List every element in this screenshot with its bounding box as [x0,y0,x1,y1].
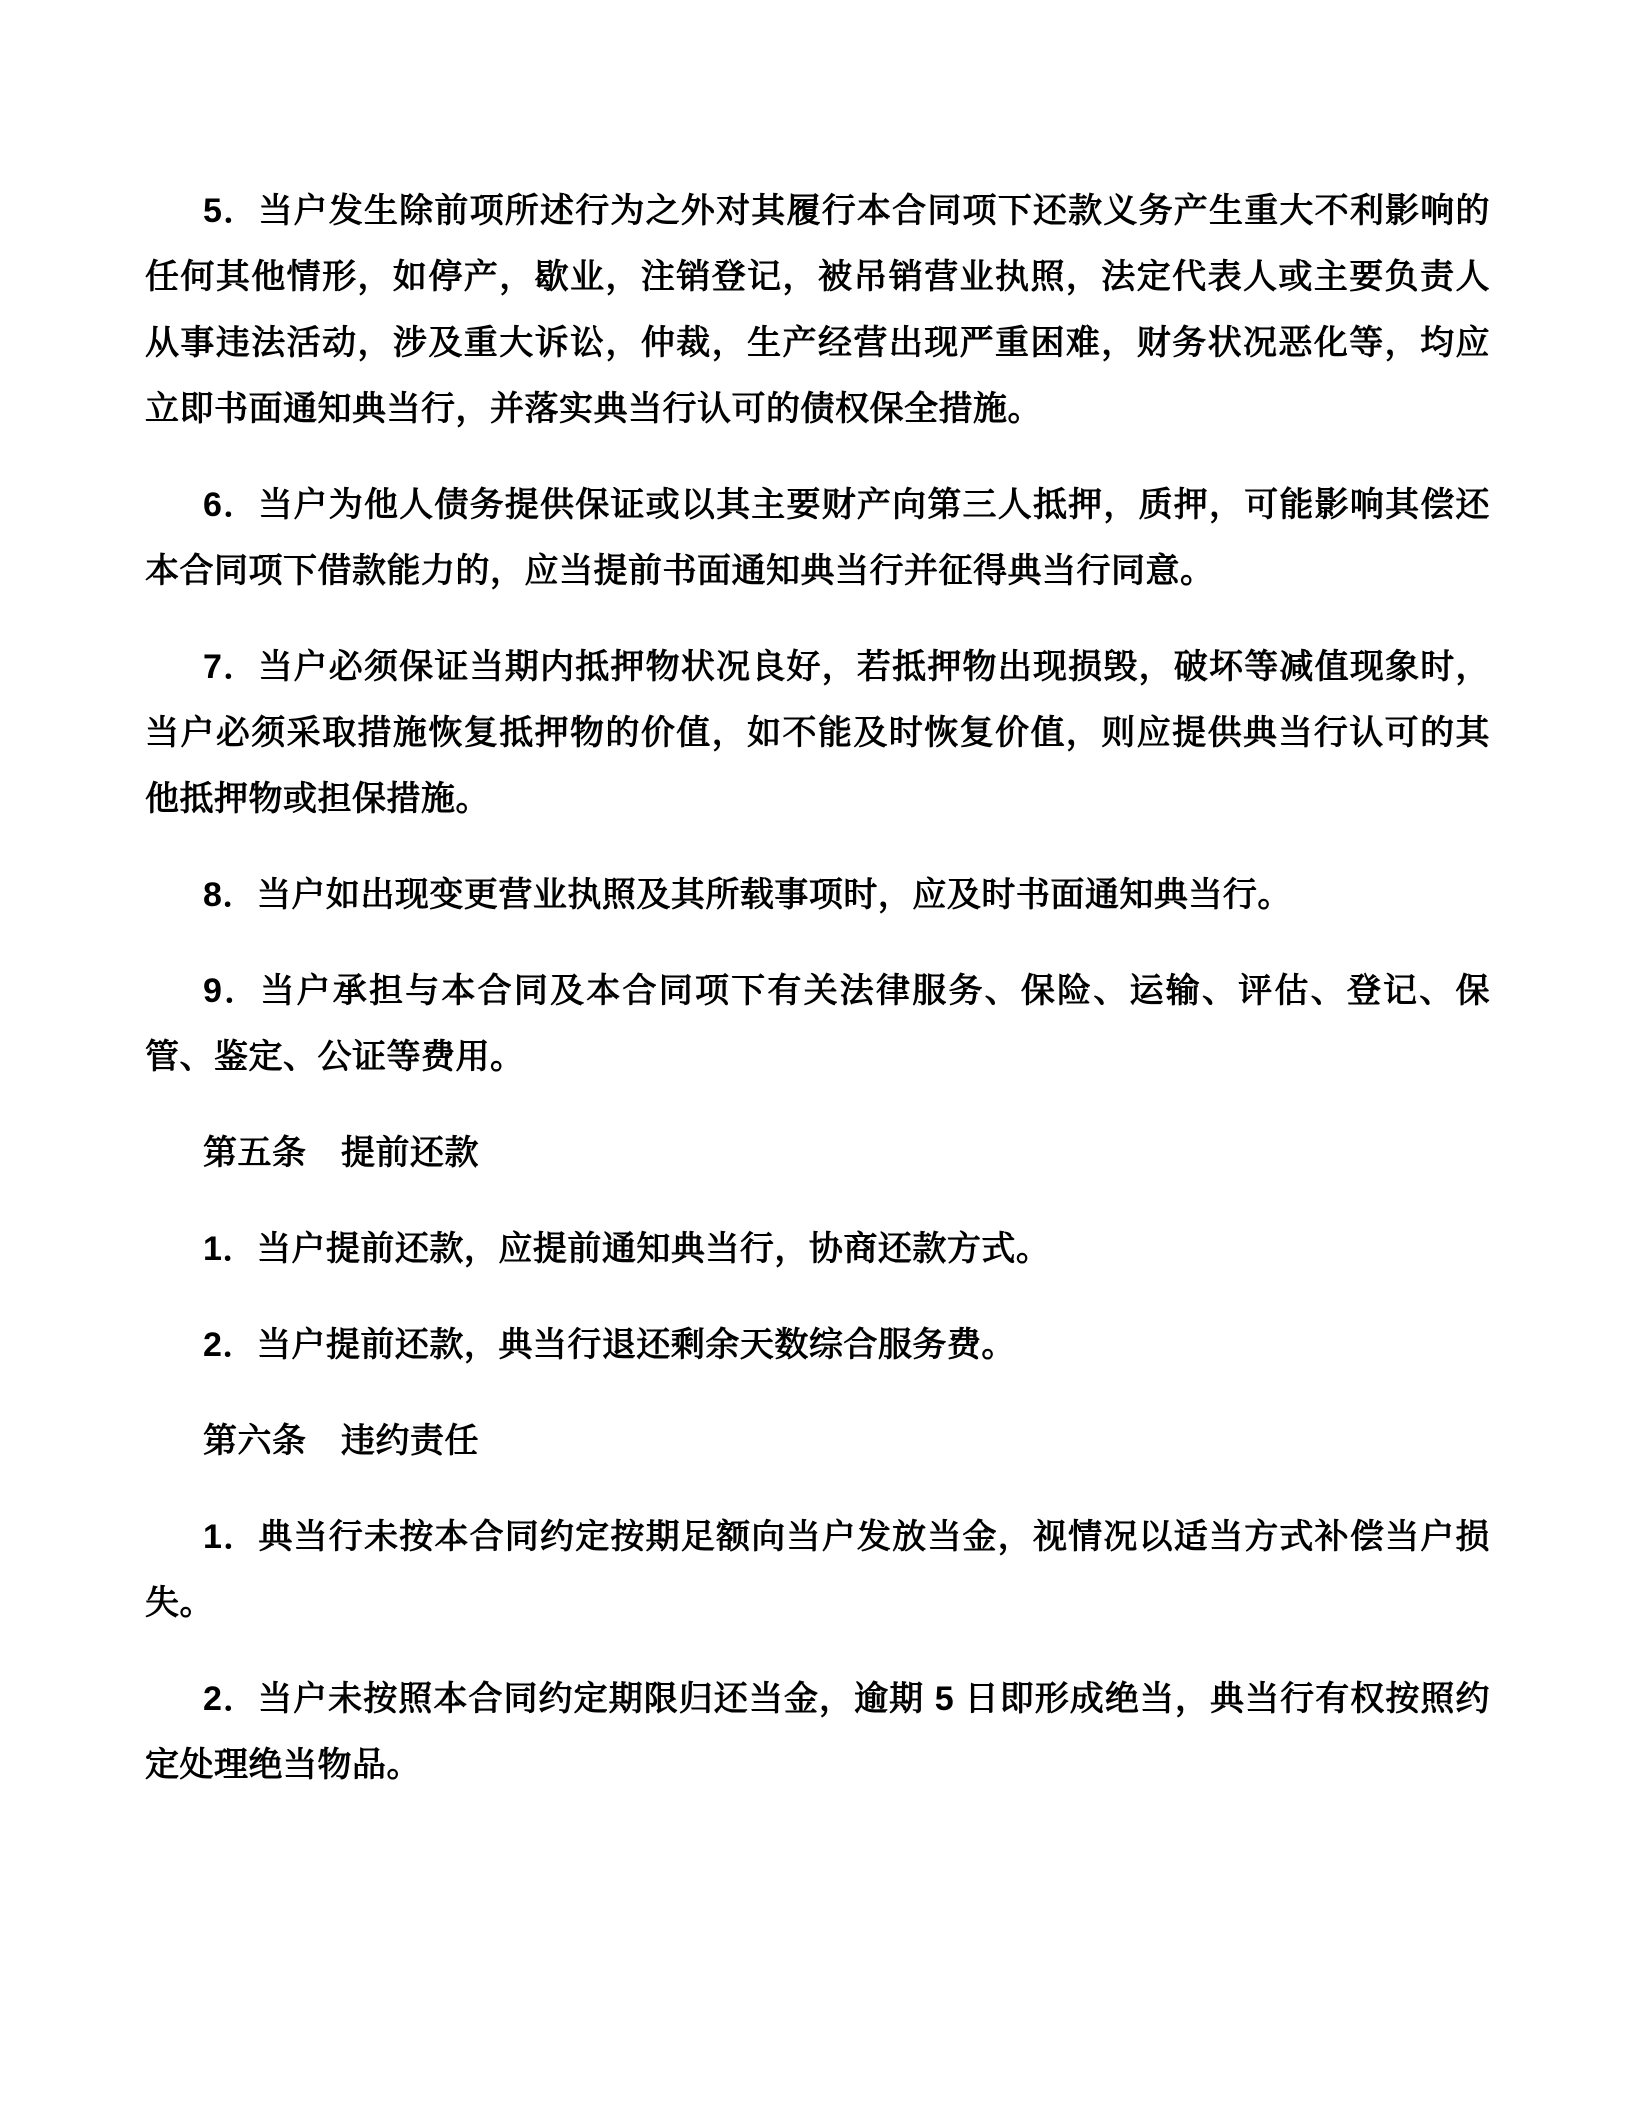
article-5-item-2: 2．当户提前还款，典当行退还剩余天数综合服务费。 [203,1326,1016,1364]
contract-clause-8: 8．当户如出现变更营业执照及其所载事项时，应及时书面通知典当行。 [203,876,1292,914]
contract-clause-5: 5．当户发生除前项所述行为之外对其履行本合同项下还款义务产生重大不利影响的任何其他情形，如停产，歇业，注销登记，被吊销营业执照，法定代表人或主要负责人从事违法活动，涉及重大诉讼，仲裁，生产经营出现严重困难，财务状况恶化等，均应立即书面通知典当行，并落实典当行认可的债权保全措施。 [145,192,1490,428]
contract-clause-9: 9．当户承担与本合同及本合同项下有关法律服务、保险、运输、评估、登记、保管、鉴定、公证等费用。 [145,972,1490,1076]
section-heading-article-5: 第五条 提前还款 [203,1134,479,1172]
article-6-item-1: 1．典当行未按本合同约定按期足额向当户发放当金，视情况以适当方式补偿当户损失。 [145,1518,1490,1622]
article-5-item-1: 1．当户提前还款，应提前通知典当行，协商还款方式。 [203,1230,1051,1268]
contract-clause-6: 6．当户为他人债务提供保证或以其主要财产向第三人抵押，质押，可能影响其偿还本合同项下借款能力的，应当提前书面通知典当行并征得典当行同意。 [145,486,1490,590]
section-heading-article-6: 第六条 违约责任 [203,1422,479,1460]
contract-clause-7: 7．当户必须保证当期内抵押物状况良好，若抵押物出现损毁，破坏等减值现象时，当户必须采取措施恢复抵押物的价值，如不能及时恢复价值，则应提供典当行认可的其他抵押物或担保措施。 [145,648,1490,818]
article-6-item-2: 2．当户未按照本合同约定期限归还当金，逾期 5 日即形成绝当，典当行有权按照约定处理绝当物品。 [145,1680,1490,1784]
